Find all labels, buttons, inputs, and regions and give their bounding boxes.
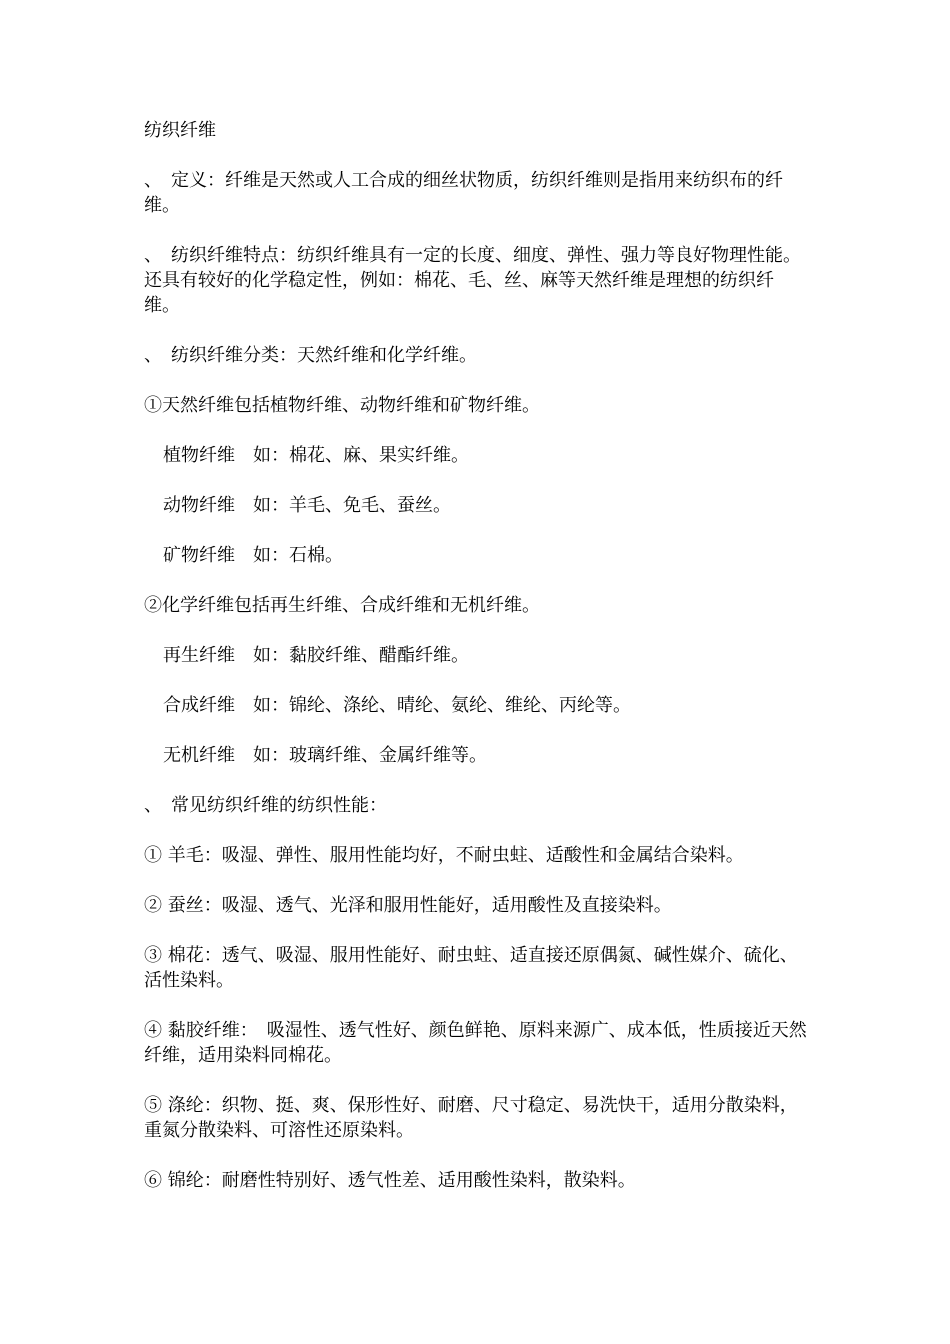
paragraph-performance-heading: 、 常见纺织纤维的纺织性能： [144, 795, 387, 816]
paragraph-plant-fibers: 植物纤维 如：棉花、麻、果实纤维。 [163, 445, 469, 466]
paragraph-polyester: ⑤ 涤纶：织物、挺、爽、保形性好、耐磨、尺寸稳定、易洗快干，适用分散染料，重氮分散染料、可溶性还原染料。 [144, 1095, 798, 1141]
paragraph-classification: 、 纺织纤维分类：天然纤维和化学纤维。 [144, 345, 477, 366]
paragraph-animal-fibers: 动物纤维 如：羊毛、免毛、蚕丝。 [163, 495, 451, 516]
paragraph-inorganic-fibers: 无机纤维 如：玻璃纤维、金属纤维等。 [163, 745, 487, 766]
paragraph-features: 、 纺织纤维特点：纺织纤维具有一定的长度、细度、弹性、强力等良好物理性能。还具有较好的化学稳定性，例如：棉花、毛、丝、麻等天然纤维是理想的纺织纤维。 [144, 245, 801, 316]
paragraph-definition: 、 定义：纤维是天然或人工合成的细丝状物质，纺织纤维则是指用来纺织布的纤维。 [144, 170, 783, 216]
paragraph-chemical-fibers: ②化学纤维包括再生纤维、合成纤维和无机纤维。 [144, 595, 540, 616]
document-title: 纺织纤维 [144, 120, 216, 141]
paragraph-cotton: ③ 棉花：透气、吸湿、服用性能好、耐虫蛀、适直接还原偶氮、碱性媒介、硫化、活性染料。 [144, 945, 798, 991]
paragraph-regenerated-fibers: 再生纤维 如：黏胶纤维、醋酯纤维。 [163, 645, 469, 666]
paragraph-natural-fibers: ①天然纤维包括植物纤维、动物纤维和矿物纤维。 [144, 395, 540, 416]
paragraph-silk: ② 蚕丝：吸湿、透气、光泽和服用性能好，适用酸性及直接染料。 [144, 895, 672, 916]
paragraph-nylon: ⑥ 锦纶：耐磨性特别好、透气性差、适用酸性染料，散染料。 [144, 1170, 636, 1191]
paragraph-mineral-fibers: 矿物纤维 如：石棉。 [163, 545, 343, 566]
paragraph-synthetic-fibers: 合成纤维 如：锦纶、涤纶、晴纶、氨纶、维纶、丙纶等。 [163, 695, 631, 716]
paragraph-wool: ① 羊毛：吸湿、弹性、服用性能均好，不耐虫蛀、适酸性和金属结合染料。 [144, 845, 744, 866]
paragraph-viscose: ④ 黏胶纤维： 吸湿性、透气性好、颜色鲜艳、原料来源广、成本低，性质接近天然纤维，适用染料同棉花。 [144, 1020, 807, 1066]
